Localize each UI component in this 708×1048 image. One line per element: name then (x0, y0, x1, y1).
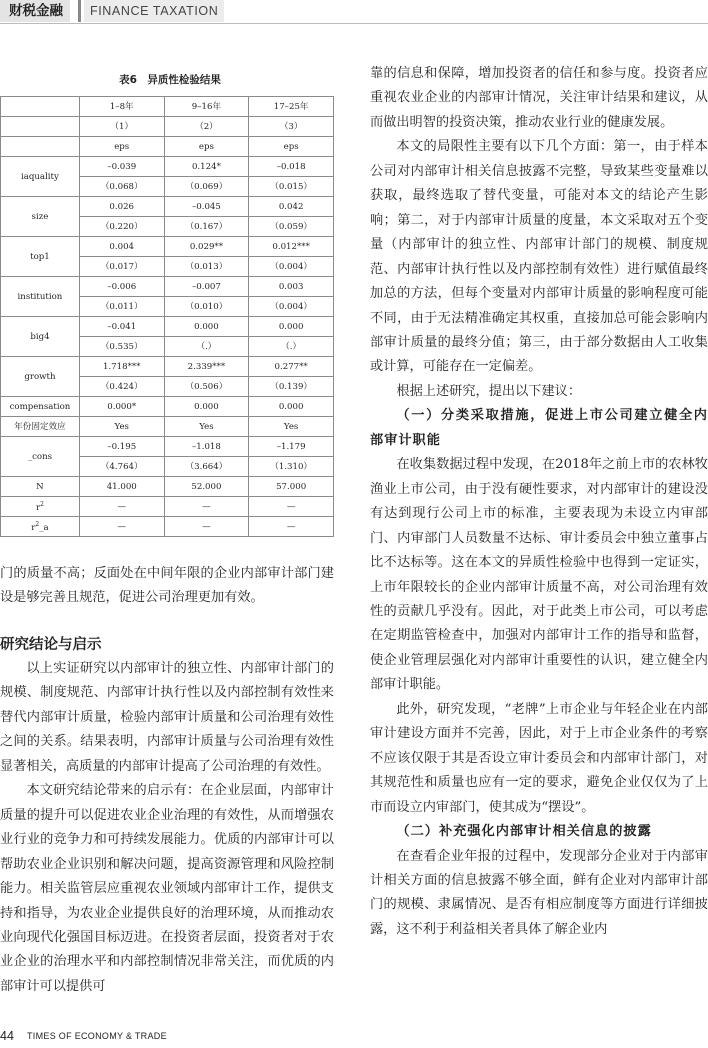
std-error-cell: （0.004） (249, 297, 334, 317)
std-error-cell: （0.004） (249, 257, 334, 277)
coefficient-cell: –0.018 (249, 157, 334, 177)
paragraph: 以上实证研究以内部审计的独立性、内部审计部门的规模、制度规范、内部审计执行性以及内部控制有效性来替代内部审计质量，检验内部审计质量和公司治理有效性之间的关系。结果表明，内部审计质量与公司治理有效性显著相关，高质量的内部审计提高了公司治理的有效性。 (0, 661, 334, 774)
value-cell: — (79, 497, 164, 517)
stat-superscript: 2 (40, 501, 44, 509)
std-error-cell: （0.424） (79, 377, 164, 397)
section-label-en: FINANCE TAXATION (84, 0, 224, 22)
coefficient-cell: 1.718*** (79, 357, 164, 377)
std-error-cell: （0.535） (79, 337, 164, 357)
results-table (0, 96, 334, 537)
std-error-cell: （0.220） (79, 217, 164, 237)
coefficient-cell: 0.012*** (249, 237, 334, 257)
coefficient-cell: 0.029** (164, 237, 249, 257)
value-cell: — (249, 517, 334, 537)
coefficient-cell: 0.003 (249, 277, 334, 297)
stat-superscript: 2 (35, 521, 40, 529)
value-cell: 52.000 (164, 477, 249, 497)
variable-name (1, 497, 80, 517)
right-column (370, 62, 708, 942)
section-heading: 研究结论与启示 (0, 637, 102, 653)
subheading: （二）补充强化内部审计相关信息的披露 (396, 824, 652, 840)
std-error-cell: （0.059） (249, 217, 334, 237)
paragraph: 本文的局限性主要有以下几个方面：第一，由于样本公司对内部审计相关信息披露不完整，导致某些变量难以获取，最终选取了替代变量，可能对本文的结论产生影响；第二，对于内部审计质量的度量，本文采取对五个变量（内部审计的独立性、内部审计部门的规模、制度规范、内部审计执行性以及内部控制有效性）进行赋值最终加总的方法，但每个变量对内部审计质量的影响程度可能不同，由于无法精准确定其权重，直接加总可能会影响内部审计质量的最终分值；第三，由于部分数据由人工收集或计算，可能存在一定偏差。 (370, 139, 708, 375)
variable-name: top1 (1, 237, 80, 277)
std-error-cell: （0.069） (164, 177, 249, 197)
table-row (1, 417, 334, 437)
coefficient-cell: 0.026 (79, 197, 164, 217)
table-header-row (1, 117, 334, 137)
table-title: 表6 异质性检验结果 (119, 74, 221, 86)
table-header-cell: （2） (164, 117, 249, 137)
value-cell: 57.000 (249, 477, 334, 497)
coefficient-cell: –0.039 (79, 157, 164, 177)
table-header-cell: eps (79, 137, 164, 157)
std-error-cell: （0.015） (249, 177, 334, 197)
paragraph: 本文研究结论带来的启示有：在企业层面，内部审计质量的提升可以促进农业企业治理的有效性，从而增强农业行业的竞争力和可持续发展能力。优质的内部审计可以帮助农业企业识别和解决问题，提高资源管理和风险控制能力。相关监管层应重视农业领域内部审计工作，提供支持和指导，为农业企业提供良好的治理环境，从而推动农业向现代化强国目标迈进。在投资者层面，投资者对于农业企业的治理水平和内部控制情况非常关注，而优质的内部审计可以提供可 (0, 783, 334, 994)
variable-name: institution (1, 277, 80, 317)
coefficient-cell: 0.000 (164, 317, 249, 337)
coefficient-cell: –0.195 (79, 437, 164, 457)
value-cell: 41.000 (79, 477, 164, 497)
variable-name: growth (1, 357, 80, 397)
coefficient-cell: –0.007 (164, 277, 249, 297)
std-error-cell: （0.011） (79, 297, 164, 317)
value-cell: — (79, 517, 164, 537)
running-header (0, 0, 708, 24)
table-row (1, 197, 334, 217)
journal-name: TIMES OF ECONOMY & TRADE (27, 1031, 167, 1041)
stat-symbol: r (35, 502, 41, 513)
table-header-row (1, 97, 334, 117)
std-error-cell: （0.010） (164, 297, 249, 317)
coefficient-cell: –0.006 (79, 277, 164, 297)
table-stub-cell (1, 117, 80, 137)
coefficient-cell: 2.339*** (164, 357, 249, 377)
value-cell: Yes (249, 417, 334, 437)
table-stub-cell (1, 97, 80, 117)
value-cell: 0.000* (79, 397, 164, 417)
coefficient-cell: 0.124* (164, 157, 249, 177)
table-header-cell: （1） (79, 117, 164, 137)
table-header-cell: eps (164, 137, 249, 157)
table-header-cell: 17–25年 (249, 97, 334, 117)
page-number: 44 (0, 1029, 14, 1043)
variable-name: size (1, 197, 80, 237)
coefficient-cell: –1.018 (164, 437, 249, 457)
header-rule (0, 23, 708, 24)
std-error-cell: （.） (164, 337, 249, 357)
std-error-cell: （0.017） (79, 257, 164, 277)
table-header-row (1, 137, 334, 157)
std-error-cell: （0.167） (164, 217, 249, 237)
table-header-cell: 9–16年 (164, 97, 249, 117)
std-error-cell: （1.310） (249, 457, 334, 477)
coefficient-cell: 0.004 (79, 237, 164, 257)
coefficient-cell: –1.179 (249, 437, 334, 457)
table-header-cell: （3） (249, 117, 334, 137)
table-row (1, 517, 334, 537)
value-cell: Yes (164, 417, 249, 437)
paragraph: 根据上述研究，提出以下建议： (396, 383, 582, 399)
table-row (1, 277, 334, 297)
paragraph: 在收集数据过程中发现，在2018年之前上市的农林牧渔业上市公司，由于没有硬性要求，对内部审计的建设没有达到现行公司上市的标准，主要表现为未设立内审部门、内审部门人员数量不达标、审计委员会中独立董事占比不达标等。这在本文的异质性检验中也得到一定证实，上市年限较长的企业内部审计质量不高，对公司治理有效性的贡献几乎没有。因此，对于此类上市公司，可以考虑在定期监管检查中，加强对内部审计工作的指导和监督，使企业管理层强化对内部审计重要性的认识，建立健全内部审计职能。 (370, 457, 708, 693)
section-label: 财税金融 (0, 0, 70, 22)
table-header-cell: 1–8年 (79, 97, 164, 117)
std-error-cell: （3.664） (164, 457, 249, 477)
variable-name: N (1, 477, 80, 497)
paragraph: 在查看企业年报的过程中，发现部分企业对于内部审计相关方面的信息披露不够全面，鲜有企业对内部审计部门的规模、隶属情况、是否有相应制度等方面进行详细披露，这不利于利益相关者具体了解企业内 (370, 848, 708, 937)
stat-symbol: r (31, 522, 36, 533)
std-error-cell: （0.068） (79, 177, 164, 197)
table-row (1, 497, 334, 517)
value-cell: — (164, 517, 249, 537)
value-cell: 0.000 (164, 397, 249, 417)
left-body (0, 657, 334, 999)
header-divider (78, 0, 81, 22)
std-error-cell: （0.139） (249, 377, 334, 397)
paragraph: 此外，研究发现，“老牌”上市企业与年轻企业在内部审计建设方面并不完善，因此，对于上市企业条件的考察不应该仅限于其是否设立审计委员会和内部审计部门，对其规范性和质量也应有一定的要求，避免企业仅仅为了上市而设立内审部门，使其成为“摆设”。 (370, 701, 708, 815)
coefficient-cell: 0.042 (249, 197, 334, 217)
table-row (1, 397, 334, 417)
std-error-cell: （0.013） (164, 257, 249, 277)
value-cell: 0.000 (249, 397, 334, 417)
table-row (1, 357, 334, 377)
coefficient-cell: –0.045 (164, 197, 249, 217)
subheading: （一）分类采取措施，促进上市公司建立健全内部审计职能 (370, 408, 708, 448)
table-row (1, 437, 334, 457)
coefficient-cell: 0.277** (249, 357, 334, 377)
variable-name (1, 517, 80, 537)
table-row (1, 317, 334, 337)
table-row (1, 477, 334, 497)
std-error-cell: （0.506） (164, 377, 249, 397)
table-row (1, 157, 334, 177)
table-row (1, 237, 334, 257)
paragraph: 靠的信息和保障，增加投资者的信任和参与度。投资者应重视农业企业的内部审计情况，关注审计结果和建议，从而做出明智的投资决策，推动农业行业的健康发展。 (370, 66, 708, 130)
std-error-cell: （4.764） (79, 457, 164, 477)
left-continuation (0, 562, 334, 611)
variable-name: iaquality (1, 157, 80, 197)
variable-name: compensation (1, 397, 80, 417)
value-cell: — (249, 497, 334, 517)
stat-suffix: _a (39, 522, 49, 533)
table-header-cell: eps (249, 137, 334, 157)
std-error-cell: （.） (249, 337, 334, 357)
variable-name: big4 (1, 317, 80, 357)
value-cell: Yes (79, 417, 164, 437)
coefficient-cell: 0.000 (249, 317, 334, 337)
paragraph: 门的质量不高；反面处在中间年限的企业内部审计部门建设是够完善且规范，促进公司治理更加有效。 (0, 566, 334, 606)
variable-name: 年份固定效应 (1, 417, 80, 437)
value-cell: — (164, 497, 249, 517)
table-stub-cell (1, 137, 80, 157)
variable-name: _cons (1, 437, 80, 477)
coefficient-cell: –0.041 (79, 317, 164, 337)
